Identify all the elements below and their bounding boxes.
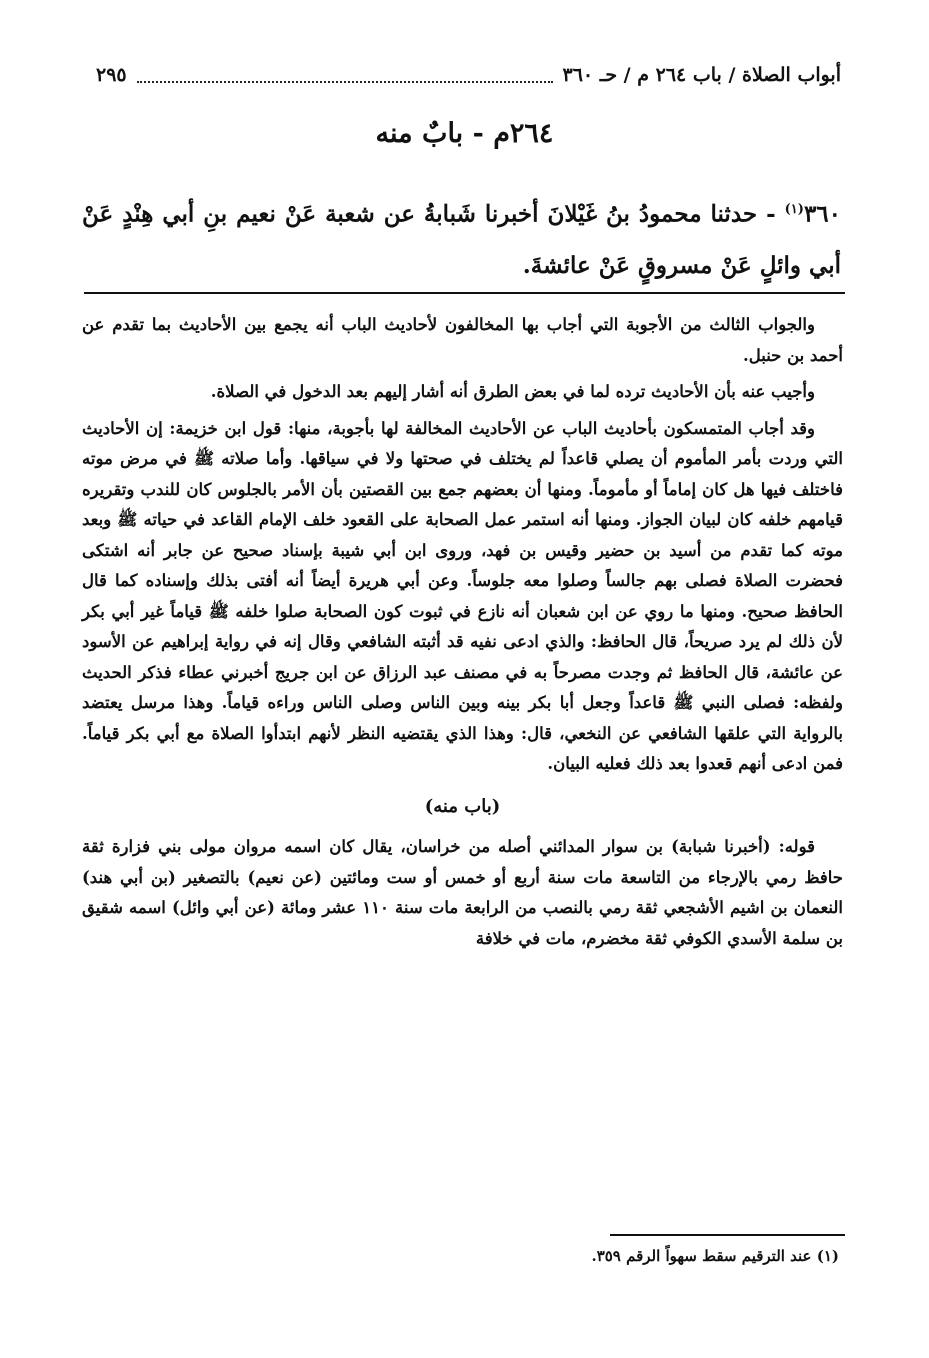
sub-heading: (باب منه)	[424, 795, 501, 817]
separator-rule	[84, 292, 845, 294]
commentary-paragraph: وقد أجاب المتمسكون بأحاديث الباب عن الأحاديث المخالفة لها بأجوبة، منها: قول ابن خزيمة: إن الأحاديث التي وردت بأمر المأموم أن يصلي قاعداً لم يختلف في صحتها ولا في سياقها. وأما صلاته ﷺ في مرض موته فاختلف فيها هل كان إماماً أو مأموماً. ومنها أن بعضهم جمع بين القصتين بأن الأمر بالجلوس كان للندب وتقريره قيامهم خلفه كان لبيان الجواز. ومنها أنه استمر عمل الصحابة على القعود خلف الإمام القاعد في حياته ﷺ وبعد موته كما تقدم من أسيد بن حضير وقيس بن فهد، وروى ابن أبي شيبة بإسناد صحيح عن جابر أنه اشتكى فحضرت الصلاة فصلى بهم جالساً وصلوا معه جلوساً. وعن أبي هريرة أيضاً أنه أفتى بذلك وإسناده كما قال الحافظ صحيح. ومنها ما روي عن ابن شعبان أنه نازع في ثبوت كون الصحابة صلوا خلفه ﷺ قياماً غير أبي بكر لأن ذلك لم يرد صريحاً، قال الحافظ: والذي ادعى نفيه قد أثبته الشافعي وقال إنه في رواية إبراهيم عن الأسود عن عائشة، قال الحافظ ثم وجدت مصرحاً به في مصنف عبد الرزاق عن ابن جريج أخبرني عطاء فذكر الحديث ولفظه: فصلى النبي ﷺ قاعداً وجعل أبا بكر بينه وبين الناس وصلى الناس وراءه قياماً. وهذا مرسل يعتضد بالرواية التي علقها الشافعي عن النخعي، قال: وهذا الذي يقتضيه النظر لأنهم ابتدأوا الصلاة مع أبي بكر قياماً. فمن ادعى أنهم قعدوا بعد ذلك فعليه البيان.	[82, 418, 843, 773]
hadith-isnad: - حدثنا محمودُ بنُ غَيْلانَ أخبرنا شَبابةُ عن شعبة عَنْ نعيم بنِ أبي هِنْدٍ عَنْ أبي وائلٍ عَنْ مسروقٍ عَنْ عائشةَ.	[82, 200, 841, 279]
leader-dots	[137, 67, 553, 83]
running-header	[96, 58, 841, 92]
footnote-separator	[610, 1234, 845, 1236]
commentary-paragraph: وأجيب عنه بأن الأحاديث ترده لما في بعض الطرق أنه أشار إليهم بعد الدخول في الصلاة.	[210, 382, 815, 401]
footnote: (١) عند الترقيم سقط سهواً الرقم ٣٥٩.	[591, 1247, 839, 1265]
commentary-paragraph: والجواب الثالث من الأجوبة التي أجاب بها المخالفون لأحاديث الباب أنه يجمع بين الأحاديث بما تقدم عن أحمد بن حنبل.	[82, 315, 843, 365]
commentary-paragraph: قوله: (أخبرنا شبابة) بن سوار المدائني أصله من خراسان، يقال كان اسمه مروان مولى بني فزارة ثقة حافظ رمي بالإرجاء من التاسعة مات سنة أربع أو خمس أو ست ومائتين (عن نعيم) بالتصغير (بن أبي هند) النعمان بن اشيم الأشجعي ثقة رمي بالنصب من الرابعة مات سنة ١١٠ عشر ومائة (عن أبي وائل) اسمه شقيق بن سلمة الأسدي الكوفي ثقة مخضرم، مات في خلافة	[82, 837, 843, 948]
hadith-text-block	[82, 184, 841, 291]
footnote-reference: (١)	[784, 202, 804, 217]
chapter-title: ٢٦٤م - بابٌ منه	[375, 118, 554, 149]
running-title: أبواب الصلاة / باب ٢٦٤ م / حـ ٣٦٠	[562, 64, 841, 86]
commentary-block	[82, 310, 843, 960]
hadith-number: ٣٦٠	[803, 200, 841, 228]
page-number: ٢٩٥	[96, 64, 127, 86]
